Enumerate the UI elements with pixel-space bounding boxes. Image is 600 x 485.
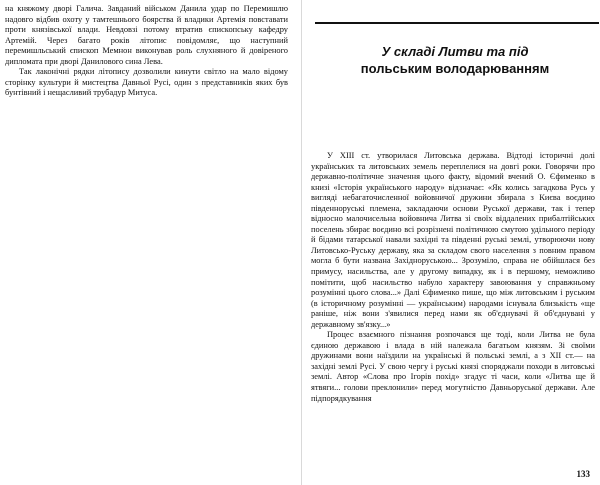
left-page-text <box>5 4 288 99</box>
chapter-title-line-2: польським володарюванням <box>360 61 550 76</box>
chapter-title-line-1: У складі Литви та під <box>381 44 529 59</box>
chapter-title <box>325 43 585 77</box>
chapter-top-rule <box>315 22 599 24</box>
page-number: 133 <box>576 469 590 479</box>
right-page <box>305 0 600 485</box>
page-gutter <box>301 0 302 485</box>
left-paragraph-2: Так лаконічні рядки літопису дозволили кинути світло на мало відому сторінку культури й мистецтва Давньої Русі, один з представників яких був бунтівний і нещасливий трубадур Митуса. <box>5 67 288 98</box>
left-paragraph-1: на княжому дворі Галича. Завданий військом Данила удар по Перемишлю надовго відбив охоту у тамтешнього боярства й владики Артемія повставати проти князівської влади. Невдовзі потому втратив єпископську кафедру Артемій. Через багато років літопис повідомляє, що наступний перемишльський єпископ Мемнон виконував роль слухняного й довіреного дипломата при дворі Данилового сина Лева. <box>5 4 288 66</box>
right-page-text <box>311 151 595 404</box>
right-paragraph-1: У XIII ст. утворилася Литовська держава. Відтоді історичні долі українських та литовських земель переплелися на довгі роки. Говорячи про державно-політичне значення цього факту, відомий вчений О. Єфименко в книзі «Історія українського народу» відзначає: «Як колись загадкова Русь у вигляді небагаточисленної войовничої дружини збирала з Києва воєдино південноруські племена, закладаючи основи Руської держави, так і тепер відносно малочисельна войовнича Литва зі своїх віддалених прибалтійських поселень збирає воєдино всі розрізнені політичною смутою удільного періоду й бідами татарської навали західні та південні руські землі, утворюючи нову Литовсько-Руську державу, яка за складом свого населення з повним правом могла б бути названа Західноруською... Зрозуміло, справа не обійшлася без примусу, насильства, але у другому випадку, як і в першому, неможливо помітити, щоб насильство набуло характеру завоювання у справжньому розумінні цього слова...» Далі Єфименко пише, що між литовським і руським (в історичному розумінні — українським) народами існувала близькість «ще раніше, ніж вони з'явилися перед нами як об'єднувачі й об'єднувані у державному зв'язку...» <box>311 151 595 329</box>
right-paragraph-2: Процес взаємного пізнання розпочався ще тоді, коли Литва не була єдиною державою і влада в ній належала багатьом князям. Зі своїми дружинами вони наїздили на українські й польські землі, а з XII ст.— на західні землі Русі. У свою чергу і руські князі споряджали походи в литовські землі. Автор «Слова про Ігорів похід» згадує ті часи, коли «Литва ще й ятвяги... голови преклонили» перед могутністю Давньоруської держави. Але підпорядкування <box>311 330 595 403</box>
